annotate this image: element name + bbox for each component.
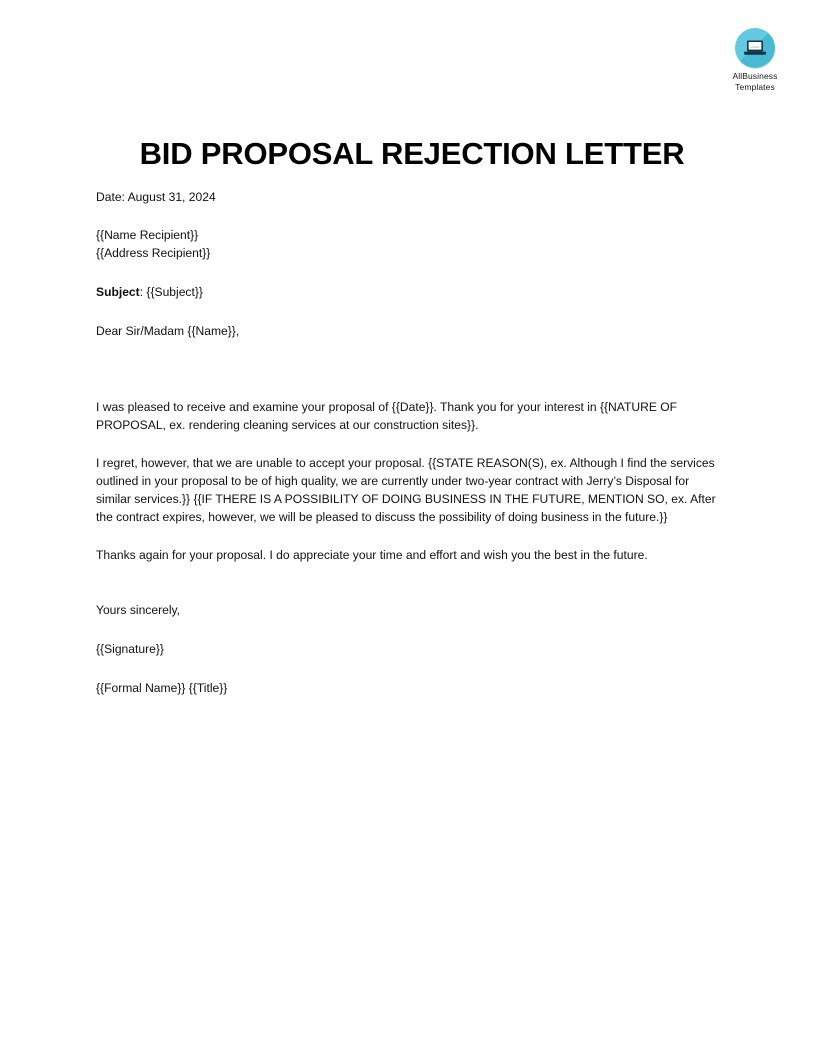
spacer: [96, 206, 720, 226]
spacer: [96, 526, 720, 546]
recipient-name-line: {{Name Recipient}}: [96, 228, 199, 242]
formal-name-title-line: {{Formal Name}} {{Title}}: [96, 681, 228, 695]
signature-line: {{Signature}}: [96, 642, 164, 656]
salutation-line: Dear Sir/Madam {{Name}},: [96, 324, 240, 338]
spacer: [96, 262, 720, 283]
spacer: [96, 340, 720, 378]
spacer: [96, 434, 720, 454]
subject-value: {{Subject}}: [146, 285, 203, 299]
spacer: [96, 564, 720, 601]
spacer: [96, 301, 720, 322]
spacer: [96, 658, 720, 679]
spacer: [96, 619, 720, 640]
body-paragraph-1: I was pleased to receive and examine your proposal of {{Date}}. Thank you for your interest in {{NATURE OF PROPOSAL, ex. rendering cleaning services at our construction sites}}.: [96, 400, 678, 432]
subject-separator: :: [139, 285, 147, 299]
body-paragraph-3: Thanks again for your proposal. I do appreciate your time and effort and wish you the best in the future.: [96, 548, 648, 562]
subject-line: [96, 283, 720, 301]
subject-label: Subject: [96, 285, 140, 299]
page-title: BID PROPOSAL REJECTION LETTER: [139, 135, 685, 171]
letter-body: [96, 188, 720, 697]
brand-logo: [711, 28, 799, 93]
recipient-address-line: {{Address Recipient}}: [96, 246, 211, 260]
brand-logo-text: [711, 71, 799, 93]
laptop-icon: [735, 28, 775, 68]
brand-name-line2: Templates: [735, 82, 775, 92]
body-paragraph-2: I regret, however, that we are unable to accept your proposal. {{STATE REASON(S), ex. Although I find the services outlined in your proposal to be of high quality, we are currently under two-year contract with Jerry’s Disposal for similar services.}} {{IF THERE IS A POSSIBILITY OF DOING BUSINESS IN THE FUTURE, MENTION SO, ex. After the contract expires, however, we will be pleased to discuss the possibility of doing business in the future.}}: [96, 456, 716, 524]
closing-line: Yours sincerely,: [96, 603, 181, 617]
brand-name-line1: AllBusiness: [732, 71, 778, 81]
spacer: [96, 378, 720, 398]
date-line: Date: August 31, 2024: [96, 190, 216, 204]
